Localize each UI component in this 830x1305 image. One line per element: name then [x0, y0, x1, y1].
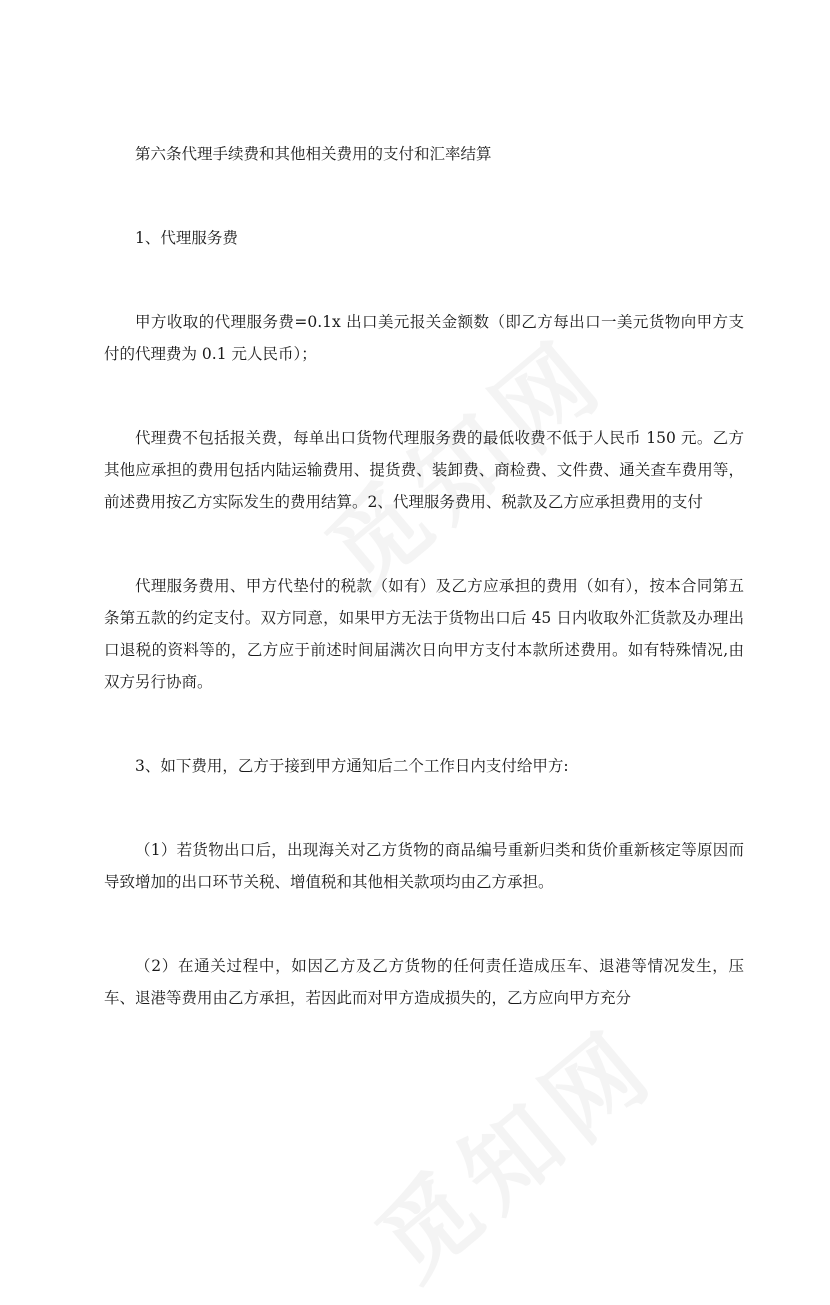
section-heading-other-fees: 3、如下费用，乙方于接到甲方通知后二个工作日内支付给甲方: [135, 757, 569, 775]
section-heading-agency-fee: 1、代理服务费 [135, 229, 238, 247]
watermark [344, 992, 680, 1305]
document-body [104, 138, 744, 1014]
list-item-2: （2）在通关过程中，如因乙方及乙方货物的任何责任造成压车、退港等情况发生，压车、退港等费用由乙方承担，若因此而对甲方造成损失的，乙方应向甲方充分 [104, 957, 744, 1007]
list-item-1: （1）若货物出口后，出现海关对乙方货物的商品编号重新归类和货价重新核定等原因而导致增加的出口环节关税、增值税和其他相关款项均由乙方承担。 [104, 841, 744, 891]
paragraph-payment-terms: 代理服务费用、甲方代垫付的税款（如有）及乙方应承担的费用（如有），按本合同第五条第五款的约定支付。双方同意，如果甲方无法于货物出口后 45 日内收取外汇货款及办理出口退税的资料等的，乙方应于前述时间届满次日向甲方支付本款所述费用。如有特殊情况,由双方另行协商。 [104, 577, 744, 691]
paragraph-fee-exclusions: 代理费不包括报关费，每单出口货物代理服务费的最低收费不低于人民币 150 元。乙方其他应承担的费用包括内陆运输费用、提货费、装卸费、商检费、文件费、通关查车费用等，前述费用按乙方实际发生的费用结算。2、代理服务费用、税款及乙方应承担费用的支付 [104, 429, 744, 511]
article-title: 第六条代理手续费和其他相关费用的支付和汇率结算 [135, 145, 492, 163]
paragraph-fee-formula: 甲方收取的代理服务费=0.1x 出口美元报关金额数（即乙方每出口一美元货物向甲方支付的代理费为 0.1 元人民币）； [104, 313, 744, 363]
